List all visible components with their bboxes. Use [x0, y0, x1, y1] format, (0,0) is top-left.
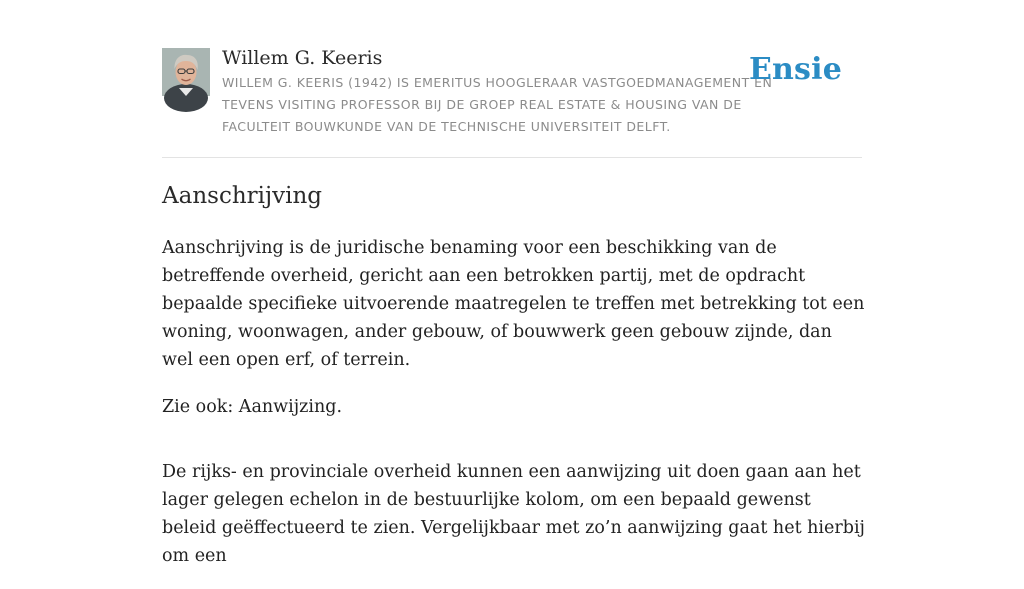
avatar-portrait-icon — [162, 48, 210, 96]
see-also-line: Zie ook: Aanwijzing. — [162, 397, 343, 417]
author-avatar[interactable] — [162, 48, 210, 96]
author-bio: WILLEM G. KEERIS (1942) IS EMERITUS HOOGLERAAR VASTGOEDMANAGEMENT EN TEVENS VISITING PROFESSOR BIJ DE GROEP REAL ESTATE & HOUSING VAN DE FACULTEIT BOUWKUNDE VAN DE TECHNISCHE UNIVERSITEIT DELFT. — [222, 75, 773, 134]
article-paragraph: Aanschrijving is de juridische benaming voor een beschikking van de betreffende overheid, gericht aan een betrokken partij, met de opdracht bepaalde specifieke uitvoerende maatregelen te treffen met betrekking tot een woning, woonwagen, ander gebouw, of bouwwerk geen gebouw zijnde, dan wel een open erf, of terrein. — [162, 238, 865, 370]
author-name[interactable]: Willem G. Keeris — [222, 47, 383, 69]
article — [162, 178, 867, 589]
article-paragraph: De rijks- en provinciale overheid kunnen een aanwijzing uit doen gaan aan het lager gelegen echelon in de bestuurlijke kolom, om een bepaald gewenst beleid geëffectueerd te zien. Vergelijkbaar met zo’n aanwijzing gaat het hierbij om een — [162, 462, 865, 566]
article-title: Aanschrijving — [162, 183, 323, 209]
author-header — [162, 46, 862, 158]
ensie-logo[interactable]: Ensie — [748, 52, 842, 87]
